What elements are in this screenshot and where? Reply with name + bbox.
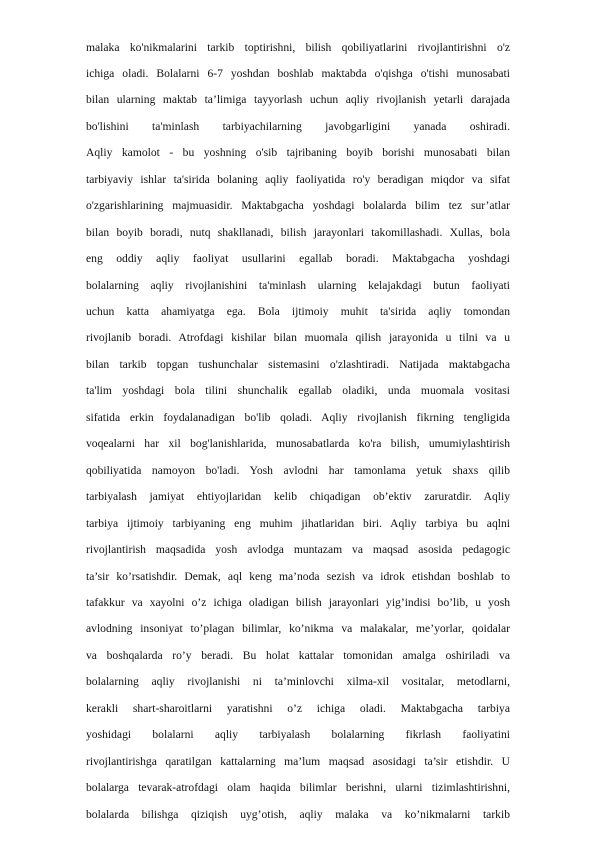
text-line: tarbiyalash jamiyat ehtiyojlaridan kelib chiqadigan ob’ektiv zaruratdir. Aqliy [86,490,510,504]
text-line: avlodning insoniyat to’plagan bilimlar, ko’nikma va malakalar, me’yorlar, qoidalar [86,622,510,636]
text-line: kerakli shart-sharoitlarni yaratishni o’z ichiga oladi. Maktabgacha tarbiya [86,701,510,715]
text-line: bolalarda bilishga qiziqish uyg’otish, aqliy malaka va ko’nikmalarni tarkib [86,807,510,821]
text-line: Aqliy kamolot - bu yoshning o'sib tajribaning boyib borishi munosabati bilan [86,146,510,160]
text-line: bilan tarkib topgan tushunchalar sistemasini o'zlashtiradi. Natijada maktabgacha [86,357,510,371]
text-line: bolalarning aqliy rivojlanishi ni ta’minlovchi xilma-xil vositalar, metodlarni, [86,675,510,689]
text-line: rivojlantirishga qaratilgan kattalarning ma’lum maqsad asosidagi ta’sir etishdir. U [86,754,510,768]
text-line: qobiliyatida namoyon bo'ladi. Yosh avlodni har tamonlama yetuk shaxs qilib [86,463,510,477]
text-line: malaka ko'nikmalarini tarkib toptirishni, bilish qobiliyatlarini rivojlantirishni o'z [86,40,510,54]
text-line: rivojlanib boradi. Atrofdagi kishilar bilan muomala qilish jarayonida u tilni va u [86,331,510,345]
text-line: bo'lishini ta'minlash tarbiyachilarning javobgarligini yanada oshiradi. [86,119,510,133]
text-line: sifatida erkin foydalanadigan bo'lib qoladi. Aqliy rivojlanish fikrning tengligida [86,410,510,424]
text-line: rivojlantirish maqsadida yosh avlodga muntazam va maqsad asosida pedagogic [86,543,510,557]
text-line: tarbiyaviy ishlar ta'sirida bolaning aqliy faoliyatida ro'y beradigan miqdor va sifat [86,172,510,186]
text-line: bilan ularning maktab ta’limiga tayyorlash uchun aqliy rivojlanish yetarli darajada [86,93,510,107]
text-line: ta’sir ko’rsatishdir. Demak, aql keng ma’noda sezish va idrok etishdan boshlab to [86,569,510,583]
text-line: eng oddiy aqliy faoliyat usullarini egallab boradi. Maktabgacha yoshdagi [86,252,510,266]
text-line: yoshidagi bolalarni aqliy tarbiyalash bolalarning fikrlash faoliyatini [86,728,510,742]
text-line: va boshqalarda ro’y beradi. Bu holat kattalar tomonidan amalga oshiriladi va [86,648,510,662]
text-line: voqealarni har xil bog'lanishlarida, munosabatlarda ko'ra bilish, umumiylashtirish [86,437,510,451]
text-line: uchun katta ahamiyatga ega. Bola ijtimoiy muhit ta'sirida aqliy tomondan [86,305,510,318]
text-line: bolalarning aqliy rivojlanishini ta'minlash ularning kelajakdagi butun faoliyati [86,278,510,292]
text-line: bolalarga tevarak-atrofdagi olam haqida bilimlar berishni, ularni tizimlashtirishni, [86,781,510,795]
text-line: ichiga oladi. Bolalarni 6-7 yoshdan boshlab maktabda o'qishga o'tishi munosabati [86,66,510,80]
text-line: tafakkur va xayolni o’z ichiga oladigan bilish jarayonlari yig’indisi bo’lib, u yosh [86,595,510,609]
text-line: ta'lim yoshdagi bola tilini shunchalik egallab oladiki, unda muomala vositasi [86,384,510,398]
text-line: tarbiya ijtimoiy tarbiyaning eng muhim jihatlaridan biri. Aqliy tarbiya bu aqlni [86,516,510,530]
text-line: bilan boyib boradi, nutq shakllanadi, bilish jarayonlari takomillashadi. Xullas, bola [86,225,510,239]
text-line: o'zgarishlarining majmuasidir. Maktabgacha yoshdagi bolalarda bilim tez sur’atlar [86,199,510,213]
